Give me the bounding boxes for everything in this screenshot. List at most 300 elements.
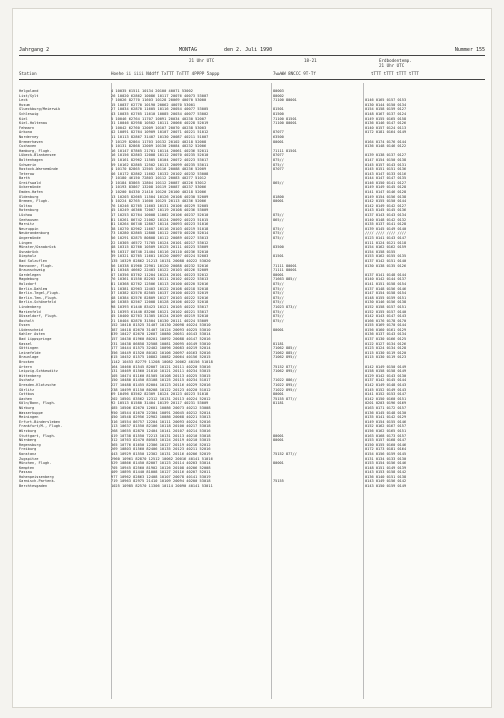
weekday: MONTAG [179, 47, 198, 53]
station-name: Würzburg [19, 428, 37, 433]
station-name: Rotenburg [19, 208, 39, 213]
station-name: Magdeburg [19, 277, 39, 282]
weather-groups: 81181 [273, 341, 284, 346]
observation-groups: 48 10384 82576 82809 10127 20103 40222 52016 [111, 295, 209, 300]
weather-groups: 75152 877// [273, 364, 297, 369]
soil-temperatures: 0137 0142 0145 0144 [365, 378, 407, 383]
station-name: Berlin-Tegel,Flugh. [19, 291, 61, 296]
station-name: Lindenberg [19, 304, 41, 309]
station-name: Lüdenscheid [19, 327, 43, 332]
weather-groups: 865// [273, 180, 284, 185]
station-name: Helgoland [19, 89, 39, 93]
station-name: Frankfurt/M., Flugh. [19, 424, 63, 429]
soil-temperatures: 0136 0140 0151 0138 [365, 474, 407, 479]
station-name: Rostock-Warnemünde [19, 167, 58, 172]
soil-temperatures: 0146 0150 0141 0127 [365, 180, 407, 185]
observation-groups: 719 10963 82975 21410 10109 20094 40200 53018 [111, 479, 211, 484]
station-name: Bremerhaven [19, 139, 43, 144]
observation-groups: 39 10321 82765 11601 10120 20097 40224 52003 [111, 254, 209, 259]
observation-groups: 268 10655 82870 12404 10141 20107 40214 53016 [111, 428, 211, 433]
observation-groups: 839 10427 82670 12607 10080 20051 40143 53014 [111, 332, 211, 337]
station-name: Meiningen [19, 415, 39, 420]
observation-groups: 705 10945 82560 81902 10126 20108 40206 52008 [111, 465, 211, 470]
soil-temperatures: 0150 0155 0160 0146 [365, 442, 407, 447]
observation-groups: 59 10162 82865 12502 10113 20099 40235 53011 [111, 162, 209, 167]
soil-temperatures: 0145 0152 0149 0143 [365, 387, 407, 392]
obs-time-left: 21 Uhr UTC [189, 58, 215, 63]
station-name: Norderney [19, 134, 39, 139]
observation-groups: 21 10404 82870 31504 10130 20111 40224 53009 [111, 318, 209, 323]
station-name: Braunlage [19, 355, 39, 360]
station-name: Marienfeld [19, 309, 41, 314]
soil-temperatures: 0141 0147 0146 0128 [365, 190, 407, 195]
weather-groups: 75152 877// [273, 451, 297, 456]
observation-groups: 177 10444 81575 32402 10096 20083 40219 52014 [111, 346, 211, 351]
station-name: Kassel [19, 341, 32, 346]
observation-groups: 45 10400 82763 31305 10124 20109 40219 52010 [111, 314, 209, 319]
observation-groups: 15 10161 82962 11505 10104 20072 40223 53017 [111, 157, 209, 162]
soil-temperatures: 0153 0154 0156 0146 [365, 461, 407, 466]
observation-groups: 47 10356 83762 11204 10124 20101 40223 52012 [111, 272, 209, 277]
station-name: Hannover, Flugh. [19, 263, 54, 268]
observation-groups: 46 10385 82567 12008 10128 20106 40222 52018 [111, 300, 209, 305]
weather-groups: 875// [273, 162, 284, 167]
observation-groups: 5 10224 82765 11600 10125 20113 40236 52006 [111, 199, 207, 204]
station-name: List/Sylt [19, 93, 39, 98]
soil-temperatures: 0201 0203 0196 0169 [365, 401, 407, 406]
observation-groups: 443 10929 81550 12302 10131 20116 40206 52019 [111, 451, 211, 456]
weather-groups: 71062 895// [273, 355, 297, 360]
station-table [19, 89, 485, 489]
col-station: Station [19, 71, 37, 76]
weather-groups: 80001 [273, 433, 284, 438]
station-name: Boltenhagen [19, 157, 43, 162]
observation-groups: 164 10460 81545 82007 10121 20111 40220 53016 [111, 364, 211, 369]
observation-groups: 950 10544 81670 22304 10091 20045 40212 52014 [111, 410, 211, 415]
station-name: Angermünde [19, 236, 41, 240]
observation-groups: 450 10548 82956 22902 10086 20068 40221 53013 [111, 415, 211, 420]
weather-groups: 875// [273, 281, 284, 286]
weather-groups: 87077 [273, 130, 284, 135]
observation-groups: 615 10452 81575 10802 10082 20064 40156 52015 [111, 355, 211, 360]
observation-groups: 46 10172 82862 11602 10132 20102 40232 53008 [111, 171, 209, 176]
observation-groups: 43 10035 62765 11610 10085 20034 40077 53002 [111, 111, 209, 116]
weather-groups: 80001 [273, 392, 284, 397]
observation-groups: 56 10338 81960 22901 10120 20088 40232 52016 [111, 263, 209, 268]
observation-groups: 3 10042 62760 12009 10107 20070 40238 53003 [111, 125, 207, 130]
station-name: Kahler Asten [19, 332, 45, 337]
weather-groups: 71100 80001 [273, 98, 297, 103]
station-name: Kempten [19, 465, 35, 470]
weather-groups: 875// [273, 213, 284, 218]
weather-groups: 81800 [273, 194, 284, 199]
observation-groups: 16 10147 87865 21701 10114 20061 40236 52011 [111, 148, 209, 153]
weather-groups: 81501 [273, 254, 284, 259]
column-rule [19, 79, 485, 80]
observation-groups: 387 10418 82670 31407 10124 20093 40225 53010 [111, 327, 211, 332]
issue-number: Nummer 155 [454, 47, 485, 53]
soil-temperatures: 0147 0154 0150 0138 [365, 157, 407, 162]
volume-label: Jahrgang 2 [19, 47, 50, 53]
station-name: Glueckburg/Meierwik [19, 107, 61, 112]
station-name: Bad Salzuflen [19, 258, 48, 263]
soil-temperatures: 0139 0138 0137 0127 [365, 153, 407, 158]
obs-period: 18-21 [304, 58, 317, 63]
station-name: Kiel-Holtenau [19, 121, 48, 126]
weather-groups: 875// [273, 314, 284, 319]
soil-temperatures: 0143 0150 0159 0149 [365, 484, 407, 489]
station-name: Essen [19, 323, 30, 328]
station-name: Barth [19, 176, 30, 181]
weather-groups: 71062 895// [273, 369, 297, 374]
soil-temperatures: 0152 0158 0157 0151 [365, 304, 407, 309]
observation-groups: 81 10348 46662 22403 10122 20103 40226 52009 [111, 268, 209, 273]
soil-temperatures: 0172 0173 0181 0164 [365, 447, 407, 452]
header-rule [19, 55, 485, 56]
observation-groups: 37 10382 82570 82505 10137 20100 40223 52019 [111, 291, 209, 296]
soil-temperatures: 0166 0176 0178 0170 [365, 318, 407, 323]
observation-groups: 4 10170 82865 12505 10116 20088 40236 52009 [111, 167, 207, 172]
weather-groups: 71100 81501 [273, 116, 297, 121]
soil-temperatures: 0137 0130 0166 0125 [365, 337, 407, 342]
station-name: Artern [19, 364, 32, 369]
observation-groups: 95 10317 86740 21404 10116 20110 40236 52010 [111, 249, 209, 254]
soil-temperatures: 0139 0145 0149 0140 [365, 226, 407, 231]
weather-groups: 875// [273, 318, 284, 323]
station-name: Holzdorf [19, 281, 37, 286]
observation-groups: 26 10020 62862 10086 10117 20076 40073 53007 [111, 93, 209, 98]
observation-groups: 31 10393 61440 83206 10121 20102 40221 53017 [111, 309, 209, 314]
observation-groups: 312 10763 82470 80503 10124 20119 40210 53015 [111, 438, 211, 443]
observation-groups: 17 10253 82764 10008 11002 20106 40237 52010 [111, 213, 209, 218]
weather-groups: 865// [273, 217, 284, 222]
soil-temperatures: 0143 0149 0156 0142 [365, 479, 407, 484]
station-name: Bremen, Flugh. [19, 199, 50, 204]
station-name: Gardelegen [19, 272, 41, 277]
soil-temperatures: 0153 0157 0168 0147 [365, 438, 407, 443]
soil-temperatures: 0111 0124 0121 0118 [365, 240, 407, 245]
station-name: Göttingen [19, 346, 39, 351]
station-name: Diepholz [19, 254, 37, 259]
station-name: Münster/Osnabrück [19, 245, 56, 250]
weather-groups: 875// [273, 236, 284, 240]
soil-temperatures: 0147 0154 0158 0154 [365, 291, 407, 296]
station-name: Leipzig-Schkeuditz [19, 369, 58, 374]
station-name: Kiel [19, 116, 28, 121]
soil-temp-label: Erdbodentemp. [379, 58, 412, 63]
station-name: Lüchow [19, 213, 32, 218]
station-name: Leck [19, 98, 28, 103]
station-name: Braunschweig [19, 268, 45, 273]
observation-groups: 356 10449 81520 80102 10106 20097 40163 52016 [111, 350, 211, 355]
soil-temperatures: 0145 0151 0151 0136 [365, 167, 407, 172]
observation-groups: 150 10480 81450 83108 10125 20115 40234 51017 [111, 378, 211, 383]
weather-groups: 81501 [273, 107, 284, 112]
observation-groups: 2960 10961 82870 12512 10062 20016 40141 51016 [111, 456, 213, 461]
observation-groups: 7 10026 82770 11603 10128 20069 40070 53000 [111, 98, 207, 103]
observation-groups: 135 10329 82862 21213 10131 20088 40222 53020 [111, 258, 211, 263]
weather-groups: 875// [273, 231, 284, 236]
observation-groups: 69 10496 83562 82309 10124 20123 40223 51018 [111, 392, 209, 397]
observation-groups: 2 10200 84330 21410 10120 20100 40218 52006 [111, 190, 207, 195]
station-name: Regensburg [19, 442, 41, 447]
observation-groups: 113 10637 81550 82106 10118 20100 40217 53018 [111, 424, 211, 429]
soil-temperatures: 0149 0149 0145 0128 [365, 185, 407, 190]
observation-groups: 81 10261 86742 21002 10124 20092 40223 51015 [111, 217, 209, 222]
soil-temperatures: 0142 0149 0148 0143 [365, 383, 407, 387]
station-name: Berlin-Dahlem [19, 286, 48, 291]
soil-temperatures: 0123 0124 0134 0128 [365, 346, 407, 351]
observation-groups: 81 10264 86740 12807 10114 20093 40223 51016 [111, 222, 209, 227]
station-name: Garmisch-Partenk. [19, 479, 56, 484]
soil-temperatures: 0130 0138 0135 0126 [365, 263, 407, 268]
observation-groups: 11 10113 82867 31407 10130 20087 40211 51007 [111, 134, 209, 139]
weather-groups: 87077 [273, 153, 284, 158]
station-name: Bad Lippspringe [19, 337, 52, 342]
station-name: Brocken [19, 360, 35, 365]
soil-temperatures: 0131 0134 0133 0130 [365, 456, 407, 461]
soil-temperatures: 0163 0168 0173 0157 [365, 433, 407, 438]
station-name: Erfurt-Bindersleben [19, 419, 61, 424]
station-name: Passau [19, 470, 32, 475]
observation-groups: 27 10034 62870 11605 10116 20054 40077 53005 [111, 107, 209, 112]
station-name: Köln/Bonn, Flugh. [19, 401, 56, 406]
soil-temperatures: 0142 0155 0150 0144 [365, 199, 407, 204]
observation-groups: 7 10180 46150 72803 10112 20083 40277 51012 [111, 176, 207, 181]
station-name: Düsseldorf, Flugh. [19, 314, 58, 319]
weather-groups: 71111 80001 [273, 268, 297, 273]
station-name: Zugspitze [19, 456, 39, 461]
station-name: Teterow [19, 171, 35, 176]
station-name: Berchtesgaden [19, 484, 48, 489]
soil-temperatures: 0158 0158 0158 0149 [365, 369, 407, 374]
observation-groups: 419 10738 81550 72213 10131 20113 40210 53018 [111, 433, 211, 438]
soil-temperatures: 0148 0155 0159 0151 [365, 295, 407, 300]
soil-temperatures: 0140 0142 0144 0137 [365, 277, 407, 282]
observation-groups: 2 10184 83865 12804 10112 20087 40226 53012 [111, 180, 207, 185]
station-name: Osnabrück [19, 249, 39, 254]
table-row [19, 484, 485, 489]
weather-groups: 71111 80001 [273, 263, 297, 268]
observation-groups: 5 10046 62764 11707 10091 20034 40230 52007 [111, 116, 207, 121]
observation-groups: 81 10368 82762 12506 10113 20100 40220 52016 [111, 281, 209, 286]
observation-groups: 76 10361 81550 82203 10111 20102 40222 53013 [111, 277, 209, 282]
station-name: Bocholt [19, 318, 35, 323]
station-name: Oschatz [19, 378, 35, 383]
soil-temperatures: 0135 0141 0142 0129 [365, 415, 407, 420]
soil-temperatures: 0122 0127 0134 0126 [365, 341, 407, 346]
station-name: Dresden-Klotzsche [19, 383, 56, 387]
soil-temperatures: 0154 0158 0159 0127 [365, 107, 407, 112]
station-name: Soltau [19, 203, 32, 208]
observation-groups: 73 10280 82865 12808 10112 20070 40220 52014 [111, 231, 209, 236]
observation-groups: 316 10554 86757 12204 10111 20093 40224 52016 [111, 419, 211, 424]
observation-groups: 1025 10985 82570 11306 10114 20090 40141 53011 [111, 484, 213, 489]
station-name: Fehmarn [19, 125, 35, 130]
soil-temperatures: 0143 0145 0145 0136 [365, 208, 407, 213]
station-name: Greifswald [19, 180, 41, 185]
soil-temperatures: 0115 0130 0119 0120 [365, 350, 407, 355]
weather-groups: 80001 [273, 438, 284, 443]
observation-groups: 7 10129 82864 11703 10132 20102 40218 52008 [111, 139, 207, 144]
soil-temperatures: 0140 0148 0142 0132 [365, 217, 407, 222]
observation-groups: 529 10866 81450 82007 10123 20114 40203 53014 [111, 461, 211, 466]
observation-groups: 152 10410 81525 31407 10130 20098 40224 53010 [111, 323, 211, 328]
soil-temp-time: 21 Uhr UTC [379, 63, 405, 68]
station-name: Hamburg, Flugh. [19, 148, 52, 153]
soil-temperatures: 0142 0150 0160 0151 [365, 396, 407, 401]
weather-groups: 81181 [273, 401, 284, 406]
weather-groups: 71023 873// [273, 304, 297, 309]
soil-temperatures: 0140 0157 0124 0113 [365, 125, 407, 130]
observation-groups: 31 10046 82958 10502 10111 20066 40228 52019 [111, 121, 209, 126]
station-name: Oldenburg [19, 194, 39, 199]
soil-temperatures: 0156 0162 0165 0151 [365, 428, 407, 433]
observation-groups: 13 10203 82665 11504 10126 20108 40230 52009 [111, 194, 209, 199]
soil-temperatures: 0164 0174 0176 0144 [365, 139, 407, 144]
soil-temperatures: 0172 0181 0164 0149 [365, 130, 407, 135]
soil-temperatures: 0135 0137 0141 0128 [365, 222, 407, 227]
station-name: Aachen [19, 396, 32, 401]
station-name: Berlin-Tem.,Flugh. [19, 295, 58, 300]
weather-groups: 71022 886// [273, 378, 297, 383]
soil-temperatures: 0115 0130 0119 0123 [365, 355, 407, 360]
soil-temperatures: 0137 0143 0143 0134 [365, 213, 407, 218]
observation-groups: 409 10895 81440 81008 10127 20116 40207 52011 [111, 470, 211, 475]
weather-groups: 875// [273, 295, 284, 300]
station-name: Schwerin [19, 162, 37, 167]
weather-groups: 71111 81501 [273, 148, 297, 153]
station-name: Emden-Hafen [19, 190, 43, 195]
observation-groups: 51 10381 82963 12403 10122 20108 40218 52018 [111, 286, 209, 291]
weather-groups: 875// [273, 157, 284, 162]
weather-groups: 63500 [273, 134, 284, 139]
soil-temperatures: 0148 0167 0137 0124 [365, 111, 407, 116]
observation-groups: 485 10506 82670 12601 10086 20073 40212 53008 [111, 405, 211, 410]
station-name: München, Flugh. [19, 461, 52, 466]
soil-temperatures: 0152 0162 0167 0157 [365, 424, 407, 429]
soil-temperatures: 0130 0144 0150 0134 [365, 102, 407, 107]
station-name: Husum [19, 102, 30, 107]
station-name: Stuttgart, Flugh. [19, 433, 56, 438]
observation-groups: 76 10246 82765 11603 10131 20106 40229 52005 [111, 203, 209, 208]
station-name: Nürnberg [19, 438, 37, 443]
observation-groups: 4 10035 61511 10134 20100 40071 53002 [111, 89, 193, 93]
soil-temperatures: 0129 0142 0143 0130 [365, 373, 407, 378]
soil-temperatures: 0136 0146 0147 0126 [365, 121, 407, 126]
observation-groups: 45 10249 46360 72007 10119 20108 40236 53009 [111, 208, 209, 213]
soil-temperatures: //// //// //// //// [365, 231, 407, 236]
weather-groups: 75155 [273, 479, 284, 484]
soil-temperatures: 0155 0169 0170 0144 [365, 323, 407, 328]
soil-temperatures: 0152 0155 0157 0140 [365, 309, 407, 314]
observation-groups: 98 10393 61440 83423 10121 20105 40222 53017 [111, 304, 209, 309]
station-name: Cuxhaven [19, 144, 37, 149]
observation-groups: 22 10305 46572 71705 10124 20101 40217 53012 [111, 240, 209, 245]
observation-groups: 269 10803 81560 82406 10135 20123 40211 52016 [111, 447, 211, 452]
soil-temperatures: 0163 0171 0172 0157 [365, 405, 407, 410]
soil-temperatures: 0146 0165 0157 0153 [365, 98, 407, 103]
soil-temperatures: 0142 0143 0147 0143 [365, 314, 407, 319]
station-name: Nürburg [19, 405, 35, 410]
station-name: Lingen [19, 240, 32, 245]
col-main: Hoehe ii iiii Nddff TxTTT TnTTT 4PPPP 5appp [111, 71, 220, 76]
soil-temperatures: 0142 0149 0142 0127 [365, 203, 407, 208]
observation-groups: 1142 10453 82779 11208 10082 20062 40156 51018 [111, 360, 213, 365]
weather-groups: 71022 895// [273, 383, 297, 387]
weather-groups: 875// [273, 286, 284, 291]
document-page [12, 8, 492, 708]
weather-groups: 80001 [273, 327, 284, 332]
observation-groups: 131 10469 81560 21010 10121 20111 40234 53015 [111, 369, 211, 374]
weather-groups: 83500 [273, 245, 284, 250]
observation-groups: 38 10270 82962 11607 10116 20103 40219 51018 [111, 226, 209, 231]
soil-temperatures: 0143 0147 0133 0116 [365, 171, 407, 176]
soil-temperatures: 0137 0148 0156 0146 [365, 286, 407, 291]
soil-temperatures: 0143 0153 0158 0142 [365, 470, 407, 475]
weather-groups: 80001 [273, 461, 284, 466]
observation-groups: 48 10315 82760 10509 10125 20111 40223 53009 [111, 245, 209, 250]
station-name: Cottbus [19, 392, 35, 397]
observation-groups: 56 10291 82875 80808 10112 20089 40227 53013 [111, 236, 209, 240]
observation-groups: 977 10962 82863 12408 10107 20078 40141 53019 [111, 474, 211, 479]
weather-groups: 875// [273, 226, 284, 231]
weather-groups: 71062 885// [273, 350, 297, 355]
weather-groups: 80001 [273, 199, 284, 204]
soil-temperatures: 0141 0152 0153 0147 [365, 392, 407, 397]
station-name: Arkona [19, 130, 32, 135]
observation-groups: 15 10037 62770 10190 20062 40070 53001 [111, 102, 196, 107]
date: den 2. Juli 1990 [224, 47, 273, 53]
weather-groups: 875// [273, 300, 284, 305]
weather-groups: 87077 [273, 167, 284, 172]
soil-temperatures: 0145 0157 0143 0131 [365, 162, 407, 167]
station-name: Ückermünde [19, 185, 41, 190]
observation-groups: 105 10474 81160 81505 10108 20113 40225 53015 [111, 373, 211, 378]
soil-temperatures: 0149 0155 0165 0158 [365, 116, 407, 121]
soil-temperatures: 0141 0151 0158 0154 [365, 281, 407, 286]
weather-groups: 80001 [273, 272, 284, 277]
observation-groups: 5 10131 82868 12009 10130 20084 40232 52006 [111, 144, 207, 149]
soil-temperatures: 0137 0141 0148 0144 [365, 272, 407, 277]
weather-groups: 875// [273, 291, 284, 296]
soil-temperatures: 0123 0141 0143 0147 [365, 236, 407, 240]
soil-temperatures: 0130 0146 0156 0138 [365, 300, 407, 305]
col-soil: tTTT tTTT tTTT tTTT [371, 71, 419, 76]
station-name: Neuruppin [19, 226, 39, 231]
weather-groups: 81500 [273, 111, 284, 116]
soil-temperatures: 0136 0137 0143 0134 [365, 332, 407, 337]
station-name: Marnitz [19, 222, 35, 227]
station-name: Freiburg [19, 447, 37, 452]
weather-groups: 71100 80001 [273, 121, 297, 126]
station-name: Wittenberg [19, 373, 41, 378]
soil-temperatures: 0136 0148 0146 0122 [365, 144, 407, 149]
station-name: Hohenpeissenberg [19, 474, 54, 479]
weather-groups: 71062 885// [273, 346, 297, 351]
weather-groups: 71663 885// [273, 277, 297, 282]
observation-groups: 238 10499 81150 80208 10122 20123 40220 51012 [111, 387, 211, 392]
soil-temperatures: 0154 0156 0159 0145 [365, 451, 407, 456]
weather-groups: 80001 [273, 139, 284, 144]
station-name: Berlin-Schönefeld [19, 300, 56, 305]
observation-groups: 231 10438 86858 32508 10081 20095 40149 53010 [111, 341, 211, 346]
observation-groups: 16 10156 82863 12008 10112 20070 40235 52010 [111, 153, 209, 158]
soil-temperatures: 0149 0154 0156 0138 [365, 194, 407, 199]
soil-temperatures: 0148 0151 0149 0139 [365, 465, 407, 470]
station-name: Konstanz [19, 451, 37, 456]
soil-temperatures: 0153 0162 0155 0135 [365, 254, 407, 259]
